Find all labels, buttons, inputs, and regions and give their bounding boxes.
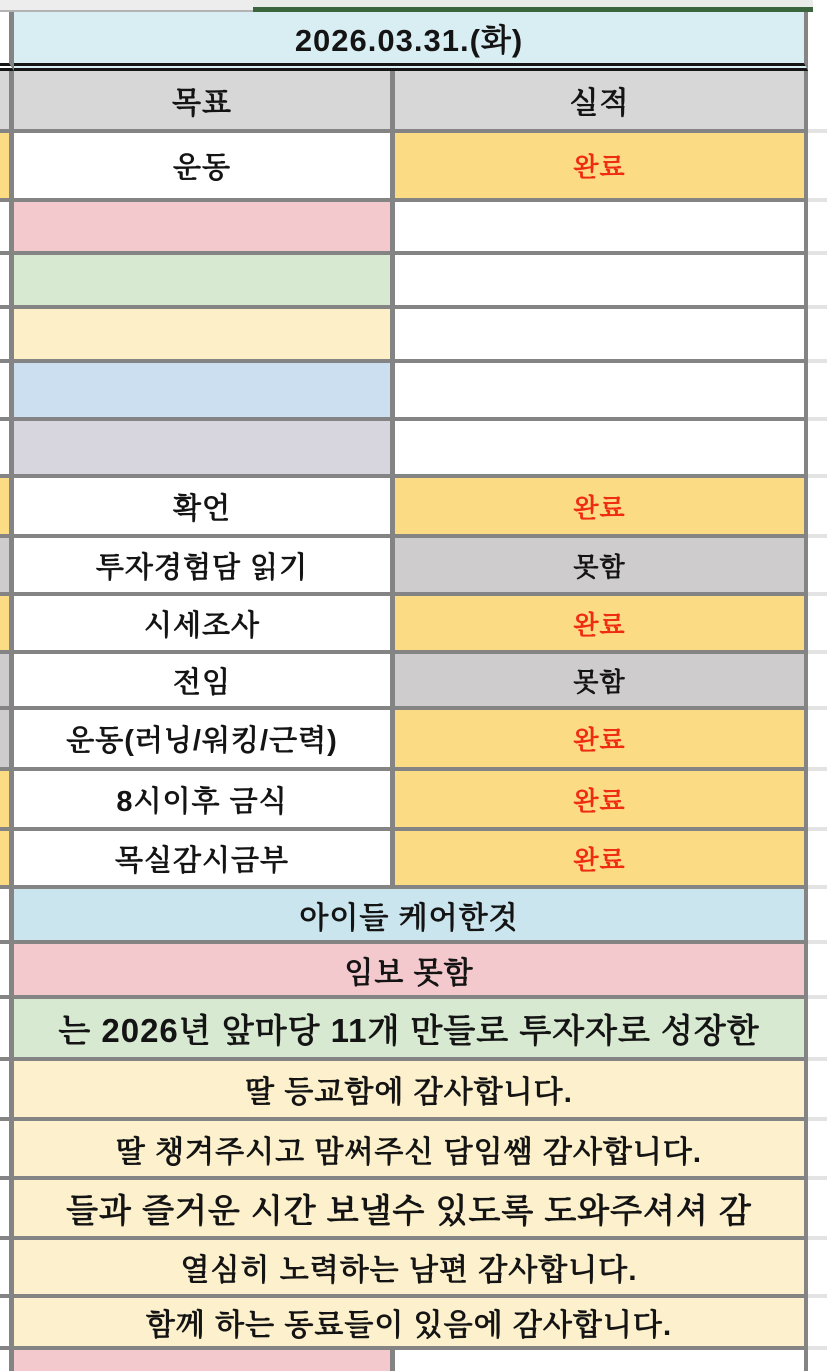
bottom-partial-row <box>0 1350 827 1371</box>
result-cell[interactable] <box>395 710 808 771</box>
result-cell[interactable] <box>395 654 808 710</box>
left-sliver-cell <box>0 255 14 309</box>
merged-row <box>0 1061 827 1121</box>
goal-cell[interactable] <box>14 202 395 255</box>
goal-text: 8시이후 금식 <box>116 785 288 818</box>
merged-row <box>0 944 827 999</box>
merged-row-text: 들과 즐거운 시간 보낼수 있도록 도와주셔셔 감 <box>66 1191 752 1229</box>
merged-row-cell[interactable] <box>14 1121 808 1180</box>
result-cell[interactable] <box>395 831 808 889</box>
result-cell[interactable] <box>395 478 808 538</box>
left-sliver-cell <box>0 596 14 654</box>
status-text: 못함 <box>573 666 626 697</box>
merged-row-text: 함께 하는 동료들이 있음에 감사합니다. <box>145 1309 673 1342</box>
merged-row-text: 딸 등교함에 감사합니다. <box>245 1076 573 1109</box>
right-sliver-cell <box>808 596 827 654</box>
right-sliver-cell <box>808 1350 827 1371</box>
right-sliver-cell <box>808 1121 827 1180</box>
right-sliver-cell <box>808 944 827 999</box>
goal-cell[interactable] <box>14 363 395 421</box>
right-sliver-cell <box>808 710 827 771</box>
goal-cell[interactable] <box>14 831 395 889</box>
goal-cell[interactable] <box>14 309 395 363</box>
goal-cell[interactable] <box>14 710 395 771</box>
result-header-cell[interactable]: 실적 <box>395 71 808 133</box>
left-sliver-cell <box>0 1240 14 1298</box>
right-sliver-cell <box>808 71 827 133</box>
merged-row <box>0 1298 827 1350</box>
top-partial-row <box>0 0 827 12</box>
goal-cell[interactable] <box>14 596 395 654</box>
bottom-result-cell[interactable] <box>395 1350 808 1371</box>
right-sliver-cell <box>808 538 827 596</box>
right-sliver-cell <box>808 654 827 710</box>
merged-row <box>0 999 827 1061</box>
goal-cell[interactable] <box>14 255 395 309</box>
table-row <box>0 421 827 478</box>
table-row <box>0 710 827 771</box>
goal-cell[interactable] <box>14 421 395 478</box>
left-sliver-cell <box>0 1121 14 1180</box>
goal-text: 시세조사 <box>143 609 261 642</box>
result-cell[interactable] <box>395 538 808 596</box>
right-sliver-cell <box>808 12 827 71</box>
result-cell[interactable] <box>395 133 808 202</box>
merged-row <box>0 1240 827 1298</box>
merged-row-text: 임보 못함 <box>344 956 474 990</box>
left-sliver-cell <box>0 538 14 596</box>
table-row <box>0 596 827 654</box>
status-text: 완료 <box>573 609 626 640</box>
table-row <box>0 363 827 421</box>
merged-row-cell[interactable] <box>14 1240 808 1298</box>
goal-cell[interactable] <box>14 478 395 538</box>
goal-text: 운동(러닝/워킹/근력) <box>66 725 338 757</box>
left-sliver-cell <box>0 478 14 538</box>
left-sliver-cell <box>0 12 14 71</box>
left-sliver-cell <box>0 202 14 255</box>
left-sliver-cell <box>0 133 14 202</box>
status-text: 완료 <box>573 844 626 875</box>
result-cell[interactable] <box>395 771 808 831</box>
left-sliver-cell <box>0 831 14 889</box>
left-sliver-cell <box>0 1061 14 1121</box>
result-cell[interactable] <box>395 255 808 309</box>
status-text: 못함 <box>573 551 626 582</box>
left-sliver-cell <box>0 1350 14 1371</box>
left-sliver-cell <box>0 363 14 421</box>
merged-row-text: 아이들 케어한것 <box>299 901 519 935</box>
right-sliver-cell <box>808 133 827 202</box>
left-sliver-cell <box>0 710 14 771</box>
right-sliver-cell <box>808 1061 827 1121</box>
merged-row-text: 는 2026년 앞마당 11개 만들로 투자자로 성장한 <box>58 1011 760 1049</box>
table-row <box>0 538 827 596</box>
merged-row <box>0 1180 827 1240</box>
merged-row <box>0 889 827 944</box>
top-partial-cell-right <box>813 0 827 12</box>
right-sliver-cell <box>808 309 827 363</box>
status-text: 완료 <box>573 492 626 523</box>
right-sliver-cell <box>808 478 827 538</box>
result-cell[interactable] <box>395 309 808 363</box>
goal-text: 운동 <box>172 152 232 184</box>
right-sliver-cell <box>808 831 827 889</box>
right-sliver-cell <box>808 1298 827 1350</box>
table-row <box>0 255 827 309</box>
column-header-row <box>0 71 827 133</box>
status-text: 완료 <box>573 725 626 755</box>
right-sliver-cell <box>808 771 827 831</box>
table-row <box>0 831 827 889</box>
goal-cell[interactable] <box>14 538 395 596</box>
right-sliver-cell <box>808 363 827 421</box>
left-sliver-cell <box>0 309 14 363</box>
table-row <box>0 654 827 710</box>
merged-row-text: 열심히 노력하는 남편 감사합니다. <box>180 1254 638 1287</box>
merged-row-cell[interactable] <box>14 1298 808 1350</box>
table-row <box>0 202 827 255</box>
top-partial-cell-green-border <box>253 0 813 12</box>
top-partial-cell-left <box>0 0 253 12</box>
table-row <box>0 478 827 538</box>
merged-row <box>0 1121 827 1180</box>
goal-text: 목실감시금부 <box>114 844 290 877</box>
right-sliver-cell <box>808 1240 827 1298</box>
merged-row-text: 딸 챙겨주시고 맘써주신 담임쌤 감사합니다. <box>115 1135 703 1169</box>
goal-text: 전임 <box>172 666 232 699</box>
date-row <box>0 12 827 71</box>
data-rows <box>0 133 827 889</box>
goal-header-cell[interactable]: 목표 <box>14 71 395 133</box>
result-cell[interactable] <box>395 363 808 421</box>
right-sliver-cell <box>808 1180 827 1240</box>
date-header-cell[interactable]: 2026.03.31.(화) <box>14 12 808 71</box>
goal-cell[interactable] <box>14 654 395 710</box>
table-row <box>0 771 827 831</box>
right-sliver-cell <box>808 421 827 478</box>
merged-row-cell[interactable] <box>14 1061 808 1121</box>
result-cell[interactable] <box>395 421 808 478</box>
goal-cell[interactable] <box>14 133 395 202</box>
merged-row-cell[interactable] <box>14 889 808 944</box>
left-sliver-cell <box>0 1180 14 1240</box>
right-sliver-cell <box>808 889 827 944</box>
status-text: 완료 <box>573 152 626 182</box>
left-sliver-cell <box>0 654 14 710</box>
left-sliver-cell <box>0 999 14 1061</box>
goal-cell[interactable] <box>14 771 395 831</box>
result-cell[interactable] <box>395 596 808 654</box>
left-sliver-cell <box>0 1298 14 1350</box>
merged-row-cell[interactable] <box>14 944 808 999</box>
table-row <box>0 133 827 202</box>
goal-text: 투자경험담 읽기 <box>95 551 309 584</box>
table-row <box>0 309 827 363</box>
left-sliver-cell <box>0 771 14 831</box>
merged-row-cell[interactable] <box>14 1180 808 1240</box>
right-sliver-cell <box>808 255 827 309</box>
status-text: 완료 <box>573 785 626 816</box>
merged-rows <box>0 889 827 1350</box>
right-sliver-cell <box>808 202 827 255</box>
merged-row-cell[interactable] <box>14 999 808 1061</box>
left-sliver-cell <box>0 889 14 944</box>
bottom-goal-cell[interactable] <box>14 1350 395 1371</box>
right-sliver-cell <box>808 999 827 1061</box>
goal-text: 확언 <box>172 492 232 525</box>
left-sliver-cell <box>0 944 14 999</box>
result-cell[interactable] <box>395 202 808 255</box>
left-sliver-cell <box>0 421 14 478</box>
left-sliver-cell <box>0 71 14 133</box>
